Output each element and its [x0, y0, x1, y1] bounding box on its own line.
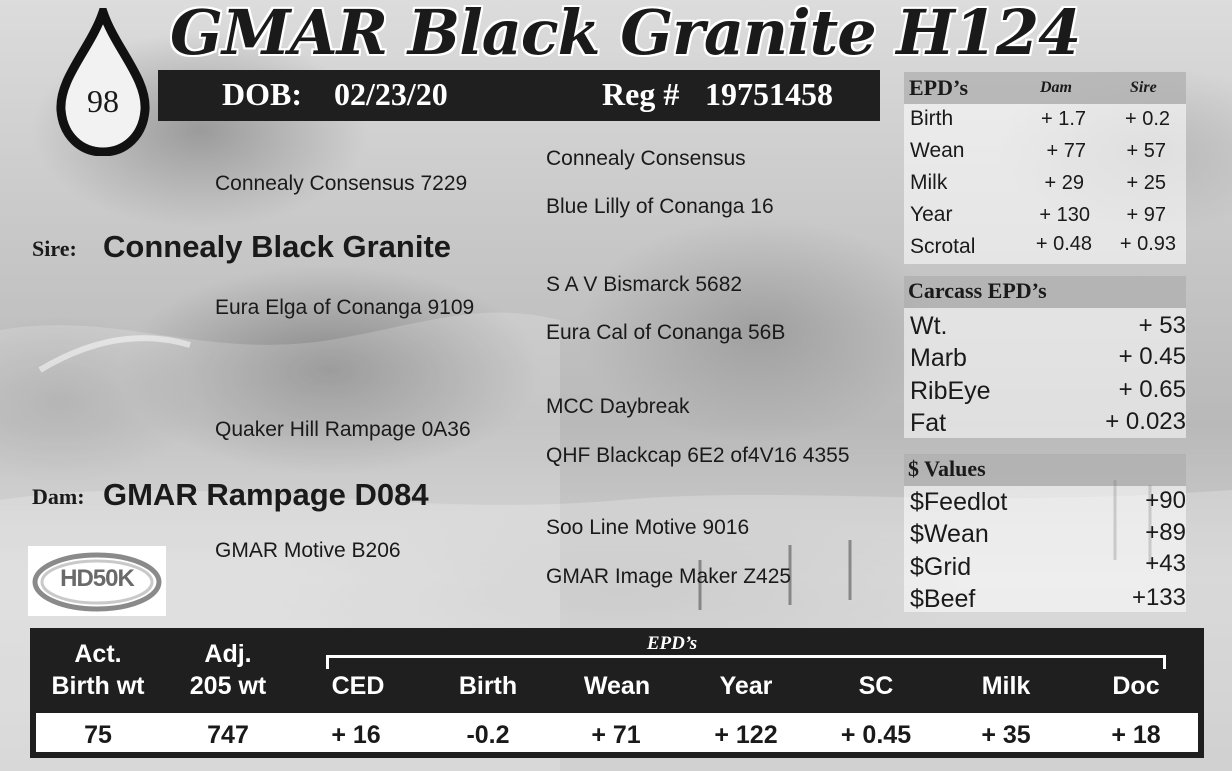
- epd-sire-value: + 25: [1126, 172, 1166, 194]
- carcass-row-value: + 53: [1138, 312, 1186, 339]
- sire-dam: Eura Elga of Conanga 9109: [215, 296, 475, 319]
- epd-dam-value: + 77: [1046, 140, 1086, 162]
- epd-sire-value: + 0.93: [1119, 233, 1176, 255]
- reg-label: Reg #: [602, 76, 680, 112]
- column-header: SC: [858, 672, 894, 700]
- epd-sire-value: + 57: [1126, 140, 1166, 162]
- carcass-row-label: Marb: [910, 344, 967, 372]
- carcass-row-label: Wt.: [910, 312, 948, 340]
- dob-label: DOB:: [222, 76, 302, 112]
- dam-sire-dam: QHF Blackcap 6E2 of4V16 4355: [546, 444, 850, 467]
- dam-name: GMAR Rampage D084: [103, 477, 429, 512]
- dam-sire: Quaker Hill Rampage 0A36: [215, 418, 471, 441]
- sire-name: Connealy Black Granite: [103, 229, 452, 264]
- carcass-heading: Carcass EPD’s: [908, 278, 1047, 303]
- column-header-line1: Act.: [74, 640, 122, 668]
- epd-row-label: Milk: [910, 171, 948, 194]
- column-value: + 35: [981, 721, 1031, 749]
- dollar-value-label: $Grid: [910, 553, 972, 581]
- dob-value: 02/23/20: [334, 76, 448, 112]
- drop-badge-icon: [55, 8, 151, 156]
- epd-group-bracket: [326, 655, 1166, 669]
- epd-col-dam: Dam: [1040, 79, 1072, 96]
- dam-dam: GMAR Motive B206: [215, 539, 401, 562]
- dollar-value-label: $Wean: [910, 520, 989, 548]
- sire-sire-sire: Connealy Consensus: [546, 147, 746, 170]
- column-header-line1: Adj.: [204, 640, 252, 668]
- carcass-row-value: + 0.65: [1118, 376, 1186, 403]
- drop-number: 98: [87, 83, 119, 119]
- dollar-value-amount: +43: [1145, 550, 1186, 577]
- column-header: Milk: [981, 672, 1031, 700]
- epd-row-label: Year: [910, 203, 953, 226]
- column-value: + 16: [331, 721, 381, 749]
- epd-dam-value: + 29: [1044, 172, 1084, 194]
- dam-dam-dam: GMAR Image Maker Z425: [546, 565, 792, 588]
- epd-dam-value: + 0.48: [1035, 233, 1092, 255]
- hd50k-logo-text: HD50K: [60, 565, 134, 592]
- epd-sire-value: + 97: [1126, 204, 1166, 226]
- column-value: 747: [207, 721, 249, 749]
- carcass-row-label: Fat: [910, 409, 947, 437]
- epd-col-sire: Sire: [1130, 79, 1157, 96]
- sire-sire: Connealy Consensus 7229: [215, 172, 468, 195]
- column-header: Wean: [583, 672, 651, 700]
- dollar-value-amount: +90: [1145, 487, 1186, 514]
- epd-group-label: EPD’s: [626, 633, 718, 655]
- sire-dam-dam: Eura Cal of Conanga 56B: [546, 321, 786, 344]
- column-value: 75: [84, 721, 112, 749]
- epd-row-label: Wean: [910, 139, 965, 162]
- carcass-row-label: RibEye: [910, 377, 991, 405]
- epd-row-label: Birth: [910, 107, 954, 130]
- dollar-values-heading: $ Values: [908, 456, 986, 481]
- column-value: + 122: [714, 721, 778, 749]
- epd-row-label: Scrotal: [910, 235, 976, 258]
- sire-sire-dam: Blue Lilly of Conanga 16: [546, 195, 774, 218]
- carcass-row-value: + 0.45: [1118, 343, 1186, 370]
- column-value: + 71: [591, 721, 641, 749]
- dollar-value-label: $Feedlot: [910, 488, 1008, 516]
- reg-value: 19751458: [705, 76, 833, 112]
- epd-dam-value: + 130: [1039, 204, 1090, 226]
- dam-dam-sire: Soo Line Motive 9016: [546, 516, 750, 539]
- column-value: + 18: [1111, 721, 1161, 749]
- column-header: Birth wt: [51, 672, 145, 700]
- sire-label: Sire:: [32, 236, 77, 261]
- column-header: 205 wt: [189, 672, 267, 700]
- column-value: -0.2: [466, 721, 510, 749]
- dam-sire-sire: MCC Daybreak: [546, 395, 690, 418]
- column-header: Year: [719, 672, 773, 700]
- dam-label: Dam:: [32, 484, 85, 509]
- carcass-row-value: + 0.023: [1105, 408, 1186, 435]
- epd-heading: EPD’s: [909, 75, 969, 100]
- column-value: + 0.45: [840, 721, 912, 749]
- column-header: CED: [331, 672, 385, 700]
- dollar-value-label: $Beef: [910, 585, 976, 613]
- dollar-value-amount: +133: [1131, 584, 1186, 611]
- sire-dam-sire: S A V Bismarck 5682: [546, 273, 743, 296]
- animal-title: GMAR Black Granite H124: [170, 0, 1081, 69]
- dollar-value-amount: +89: [1145, 519, 1186, 546]
- epd-dam-value: + 1.7: [1040, 108, 1086, 130]
- column-header: Birth: [458, 672, 518, 700]
- column-header: Doc: [1112, 672, 1160, 700]
- epd-sire-value: + 0.2: [1124, 108, 1170, 130]
